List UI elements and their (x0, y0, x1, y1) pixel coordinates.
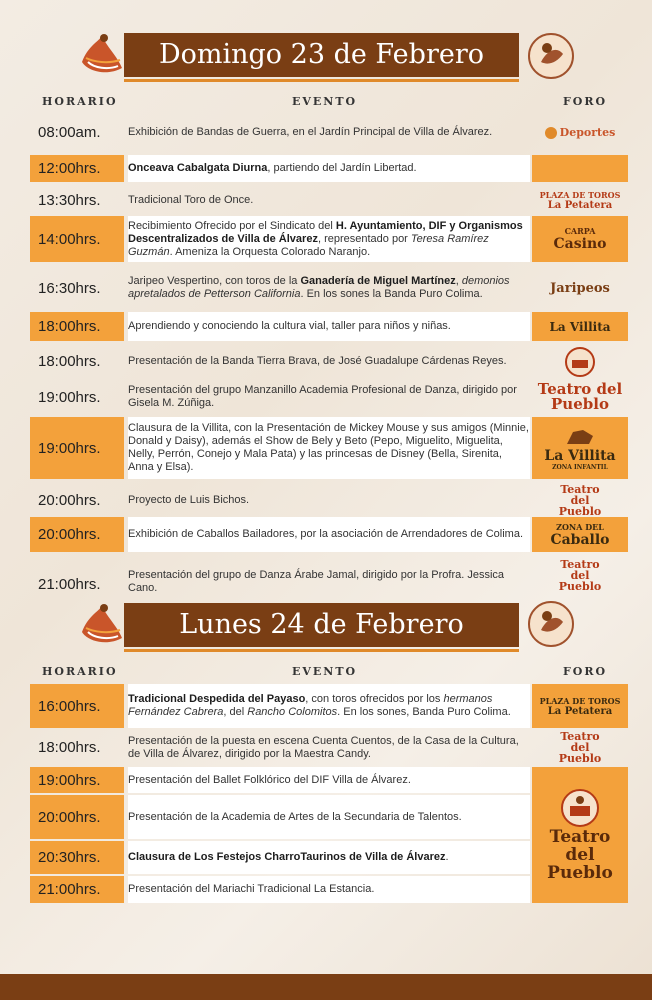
event-description: Presentación del Ballet Folklórico del DIF Villa de Álvarez. (128, 767, 530, 793)
charro-emblem-icon (527, 600, 575, 648)
schedule-row (30, 795, 530, 839)
folk-dancer-icon (78, 32, 126, 78)
event-time: 20:30hrs. (30, 841, 124, 874)
schedule-row (30, 684, 628, 728)
evento-header: EVENTO (292, 665, 358, 678)
event-description: Recibimiento Ofrecido por el Sindicato del H. Ayuntamiento, DIF y Organismos Descentralizados de Villa de Álvarez, representado por Teresa Ramírez Guzmán. Ameniza la Orquesta Colorado Naranjo. (128, 216, 530, 262)
schedule-row (30, 116, 628, 149)
schedule-row (30, 155, 628, 182)
charro-emblem-icon (527, 32, 575, 80)
schedule-row (30, 731, 628, 764)
event-time: 20:00hrs. (30, 795, 124, 839)
venue-logo: Teatro del Pueblo (558, 482, 602, 518)
event-description: Presentación del Mariachi Tradicional La Estancia. (128, 876, 530, 903)
venue-logo: Teatro del Pueblo (558, 557, 602, 593)
venue-logo: Jaripeos (550, 280, 610, 296)
event-time: 16:30hrs. (38, 279, 101, 297)
schedule-row (30, 767, 530, 793)
event-description: Presentación de la Academia de Artes de la Secundaria de Talentos. (128, 795, 530, 839)
schedule-row (30, 417, 628, 479)
day-title-banner: Domingo 23 de Febrero (124, 33, 519, 77)
event-description: Aprendiendo y conociendo la cultura vial, taller para niños y niñas. (128, 312, 530, 341)
event-time: 19:00hrs. (38, 388, 101, 406)
venue-logo: CARPA Casino (532, 216, 628, 262)
event-time: 18:00hrs. (30, 312, 124, 341)
event-description: Exhibición de Caballos Bailadores, por la asociación de Arrendadores de Colima. (128, 517, 530, 552)
schedule-row (30, 876, 530, 903)
shared-venue-logo: Teatro del Pueblo (532, 767, 628, 903)
venue-logo (532, 345, 628, 378)
event-description: Presentación de la puesta en escena Cuenta Cuentos, de la Casa de la Cultura, de Villa de Álvarez, dirigido por la Maestra Candy. (128, 734, 519, 760)
venue-logo (532, 155, 628, 182)
event-description: Tradicional Toro de Once. (128, 193, 254, 206)
event-description: Presentación del grupo Manzanillo Academia Profesional de Danza, dirigido por Gisela M. Zúñiga. (128, 384, 517, 409)
event-time: 21:00hrs. (30, 876, 124, 903)
event-description: Presentación de la Banda Tierra Brava, de José Guadalupe Cárdenas Reyes. (128, 355, 507, 367)
schedule-row (30, 186, 628, 214)
schedule-row (30, 555, 628, 595)
venue-logo: PLAZA DE TOROS La Petatera (532, 684, 628, 728)
venue-logo: Deportes (532, 116, 628, 149)
event-time: 18:00hrs. (38, 739, 101, 756)
day-title-banner: Lunes 24 de Febrero (124, 603, 519, 647)
event-description: Exhibición de Bandas de Guerra, en el Jardín Principal de Villa de Álvarez. (128, 126, 493, 138)
sports-icon (545, 127, 557, 139)
event-time: 16:00hrs. (30, 684, 124, 728)
foro-header: FORO (563, 95, 608, 108)
event-time: 12:00hrs. (30, 155, 124, 182)
schedule-row (30, 841, 530, 874)
venue-logo: ZONA DEL Caballo (532, 517, 628, 552)
event-time: 08:00am. (38, 124, 101, 141)
footer-bar (0, 974, 652, 1000)
venue-logo: PLAZA DE TOROS La Petatera (539, 189, 621, 211)
event-time: 14:00hrs. (30, 216, 124, 262)
teatro-del-pueblo-icon (560, 346, 600, 378)
schedule-row (30, 216, 628, 262)
schedule-row (30, 380, 628, 414)
event-time: 18:00hrs. (38, 353, 101, 370)
event-description: Presentación del grupo de Danza Árabe Jamal, dirigido por la Profra. Jessica Cano. (128, 569, 505, 594)
event-description: Tradicional Despedida del Payaso, con toros ofrecidos por los hermanos Fernández Cabrera, del Rancho Colomitos. En los sones, Banda Puro Colima. (128, 684, 530, 728)
event-description: Clausura de Los Festejos CharroTaurinos de Villa de Álvarez. (128, 841, 530, 874)
schedule-row (30, 312, 628, 341)
folk-dancer-icon (78, 602, 126, 648)
venue-logo: La Villita ZONA INFANTIL (532, 417, 628, 479)
horario-header: HORARIO (42, 665, 118, 678)
event-time: 20:00hrs. (38, 491, 101, 509)
event-description: Onceava Cabalgata Diurna, partiendo del Jardín Libertad. (128, 155, 530, 182)
venue-logo: Teatro del Pueblo (558, 730, 602, 765)
horse-icon (563, 426, 597, 448)
event-time: 19:00hrs. (30, 417, 124, 479)
event-time: 13:30hrs. (38, 191, 101, 209)
event-description: Jaripeo Vespertino, con toros de la Ganadería de Miguel Martínez, demonios apretalados de Petterson California. En los sones la Banda Puro Colima. (128, 275, 510, 300)
schedule-row (30, 517, 628, 552)
venue-logo: La Villita (532, 312, 628, 341)
venue-logo: Teatro del Pueblo (537, 380, 623, 413)
event-description: Proyecto de Luis Bichos. (128, 493, 250, 506)
horario-header: HORARIO (42, 95, 118, 108)
schedule-row (30, 266, 628, 310)
teatro-del-pueblo-icon (558, 788, 602, 828)
schedule-row (30, 345, 628, 378)
foro-header: FORO (563, 665, 608, 678)
schedule-row (30, 482, 628, 518)
event-time: 19:00hrs. (30, 767, 124, 793)
event-time: 21:00hrs. (38, 576, 101, 593)
evento-header: EVENTO (292, 95, 358, 108)
event-time: 20:00hrs. (30, 517, 124, 552)
event-description: Clausura de la Villita, con la Presentación de Mickey Mouse y sus amigos (Minnie, Donald y Daisy), además el Show de Bely y Beto (Pepo, Miguelito, Miguelita, Nelly, Perrón, Conejo y Mala Pata) y las princesas de Disney (Bella, Sirenita, Anna y Elsa). (128, 417, 530, 479)
